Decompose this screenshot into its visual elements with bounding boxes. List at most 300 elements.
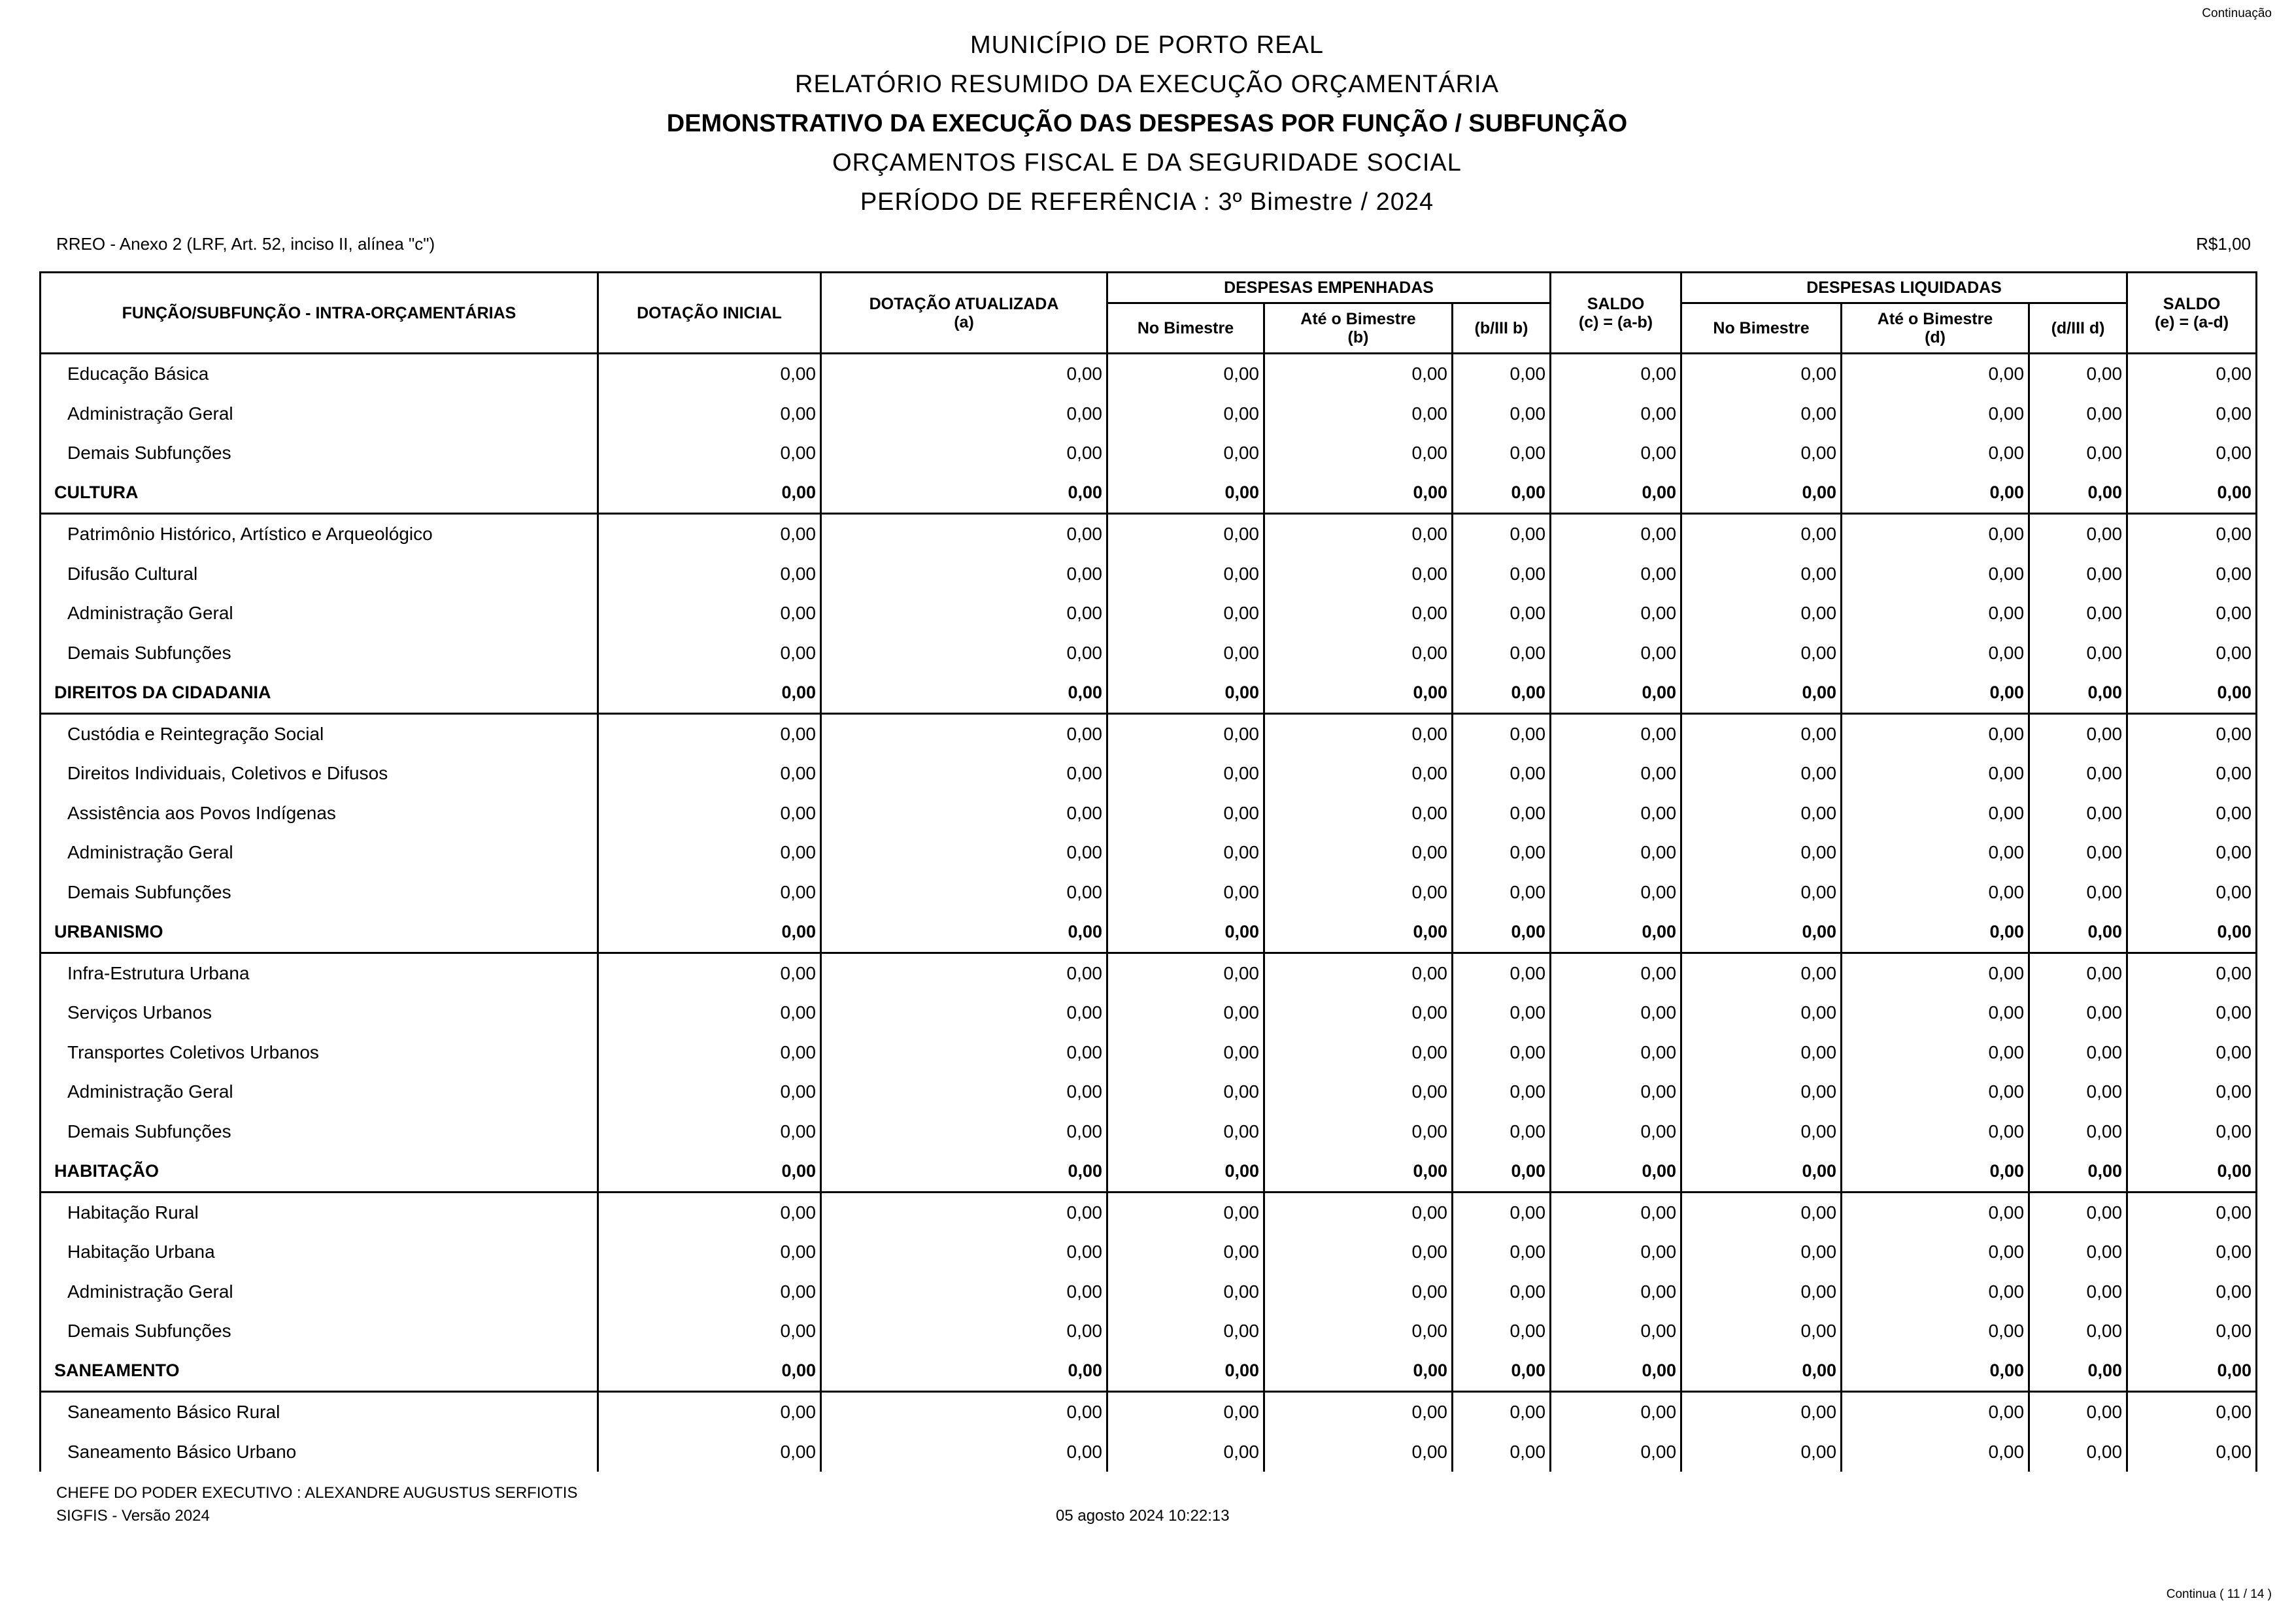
value-cell: 0,00: [2029, 514, 2127, 554]
reference-period: PERÍODO DE REFERÊNCIA : 3º Bimestre / 2024: [860, 188, 1434, 216]
value-cell: 0,00: [2029, 953, 2127, 993]
value-cell: 0,00: [598, 1432, 821, 1472]
value-cell: 0,00: [1681, 1392, 1842, 1432]
value-cell: 0,00: [598, 1151, 821, 1192]
value-cell: 0,00: [598, 1072, 821, 1112]
subfunction-row: [41, 713, 2257, 754]
value-cell: 0,00: [821, 794, 1107, 834]
value-cell: 0,00: [1107, 912, 1264, 953]
row-label: Administração Geral: [41, 833, 598, 873]
value-cell: 0,00: [1107, 594, 1264, 634]
row-label: Patrimônio Histórico, Artístico e Arqueológico: [41, 514, 598, 554]
value-cell: 0,00: [2127, 833, 2257, 873]
value-cell: 0,00: [1107, 394, 1264, 434]
row-label: Direitos Individuais, Coletivos e Difusos: [41, 754, 598, 794]
value-cell: 0,00: [598, 1192, 821, 1232]
value-cell: 0,00: [1551, 473, 1681, 514]
value-cell: 0,00: [1264, 394, 1453, 434]
value-cell: 0,00: [2029, 1033, 2127, 1073]
value-cell: 0,00: [1264, 433, 1453, 473]
value-cell: 0,00: [598, 1232, 821, 1272]
value-cell: 0,00: [1681, 754, 1842, 794]
value-cell: 0,00: [1681, 1351, 1842, 1392]
value-cell: 0,00: [2029, 1392, 2127, 1432]
value-cell: 0,00: [1681, 1033, 1842, 1073]
value-cell: 0,00: [821, 354, 1107, 394]
value-cell: 0,00: [1264, 794, 1453, 834]
row-label: URBANISMO: [41, 912, 598, 953]
value-cell: 0,00: [2029, 794, 2127, 834]
function-total-row: [41, 473, 2257, 514]
col-despesas-empenhadas: DESPESAS EMPENHADAS: [1107, 273, 1551, 303]
value-cell: 0,00: [1842, 473, 2029, 514]
value-cell: 0,00: [2127, 1432, 2257, 1472]
value-cell: 0,00: [1842, 754, 2029, 794]
value-cell: 0,00: [1842, 634, 2029, 673]
value-cell: 0,00: [1842, 1072, 2029, 1112]
value-cell: 0,00: [2127, 1072, 2257, 1112]
value-cell: 0,00: [2029, 993, 2127, 1033]
value-cell: 0,00: [1453, 873, 1551, 913]
value-cell: 0,00: [1551, 794, 1681, 834]
value-cell: 0,00: [2029, 673, 2127, 713]
value-cell: 0,00: [1453, 1392, 1551, 1432]
value-cell: 0,00: [1842, 554, 2029, 594]
value-cell: 0,00: [821, 833, 1107, 873]
value-cell: 0,00: [1681, 1272, 1842, 1312]
value-cell: 0,00: [1681, 1192, 1842, 1232]
value-cell: 0,00: [1681, 873, 1842, 913]
value-cell: 0,00: [1453, 394, 1551, 434]
value-cell: 0,00: [1264, 1392, 1453, 1432]
row-label: Transportes Coletivos Urbanos: [41, 1033, 598, 1073]
value-cell: 0,00: [1551, 1311, 1681, 1351]
value-cell: 0,00: [1842, 873, 2029, 913]
value-cell: 0,00: [1107, 1033, 1264, 1073]
value-cell: 0,00: [2127, 354, 2257, 394]
function-total-row: [41, 912, 2257, 953]
executive-chief: CHEFE DO PODER EXECUTIVO : ALEXANDRE AUGUSTUS SERFIOTIS: [56, 1484, 578, 1502]
value-cell: 0,00: [2127, 912, 2257, 953]
row-label: Educação Básica: [41, 354, 598, 394]
value-cell: 0,00: [821, 1392, 1107, 1432]
value-cell: 0,00: [1107, 873, 1264, 913]
subfunction-row: [41, 953, 2257, 993]
value-cell: 0,00: [1551, 953, 1681, 993]
value-cell: 0,00: [1453, 594, 1551, 634]
value-cell: 0,00: [1264, 713, 1453, 754]
value-cell: 0,00: [1842, 1232, 2029, 1272]
value-cell: 0,00: [2029, 1232, 2127, 1272]
subfunction-row: [41, 514, 2257, 554]
row-label: Saneamento Básico Urbano: [41, 1432, 598, 1472]
subfunction-row: [41, 394, 2257, 434]
value-cell: 0,00: [598, 514, 821, 554]
value-cell: 0,00: [1551, 394, 1681, 434]
value-cell: 0,00: [2029, 912, 2127, 953]
value-cell: 0,00: [1551, 1072, 1681, 1112]
subfunction-row: [41, 1112, 2257, 1152]
value-cell: 0,00: [598, 713, 821, 754]
value-cell: 0,00: [598, 1351, 821, 1392]
value-cell: 0,00: [2127, 1192, 2257, 1232]
municipality-title: MUNICÍPIO DE PORTO REAL: [970, 31, 1324, 59]
value-cell: 0,00: [1453, 1351, 1551, 1392]
value-cell: 0,00: [1453, 912, 1551, 953]
value-cell: 0,00: [2029, 833, 2127, 873]
value-cell: 0,00: [1453, 1272, 1551, 1312]
value-cell: 0,00: [1681, 1311, 1842, 1351]
value-cell: 0,00: [821, 713, 1107, 754]
value-cell: 0,00: [1107, 754, 1264, 794]
row-label: SANEAMENTO: [41, 1351, 598, 1392]
value-cell: 0,00: [2029, 1351, 2127, 1392]
value-cell: 0,00: [2127, 473, 2257, 514]
value-cell: 0,00: [1264, 634, 1453, 673]
value-cell: 0,00: [2029, 1112, 2127, 1152]
value-cell: 0,00: [598, 1033, 821, 1073]
function-total-row: [41, 1151, 2257, 1192]
value-cell: 0,00: [821, 394, 1107, 434]
value-cell: 0,00: [598, 433, 821, 473]
value-cell: 0,00: [1264, 1232, 1453, 1272]
annex-label: RREO - Anexo 2 (LRF, Art. 52, inciso II, alínea "c"): [56, 234, 435, 254]
value-cell: 0,00: [1842, 713, 2029, 754]
value-cell: 0,00: [1264, 1432, 1453, 1472]
subfunction-row: [41, 433, 2257, 473]
value-cell: 0,00: [2029, 1432, 2127, 1472]
row-label: Saneamento Básico Rural: [41, 1392, 598, 1432]
value-cell: 0,00: [598, 1112, 821, 1152]
value-cell: 0,00: [1107, 433, 1264, 473]
value-cell: 0,00: [1264, 1311, 1453, 1351]
function-total-row: [41, 1351, 2257, 1392]
value-cell: 0,00: [1551, 1151, 1681, 1192]
value-cell: 0,00: [821, 514, 1107, 554]
value-cell: 0,00: [1453, 713, 1551, 754]
value-cell: 0,00: [598, 794, 821, 834]
value-cell: 0,00: [1453, 433, 1551, 473]
value-cell: 0,00: [1681, 433, 1842, 473]
value-cell: 0,00: [1842, 833, 2029, 873]
col-liquidadas-ate-bimestre: Até o Bimestre (d): [1842, 303, 2029, 354]
value-cell: 0,00: [1681, 1432, 1842, 1472]
row-label: Administração Geral: [41, 1072, 598, 1112]
row-label: Difusão Cultural: [41, 554, 598, 594]
value-cell: 0,00: [2029, 634, 2127, 673]
value-cell: 0,00: [821, 1351, 1107, 1392]
value-cell: 0,00: [821, 1272, 1107, 1312]
value-cell: 0,00: [2127, 754, 2257, 794]
col-saldo-e: SALDO (e) = (a-d): [2127, 273, 2257, 354]
value-cell: 0,00: [1107, 554, 1264, 594]
value-cell: 0,00: [821, 912, 1107, 953]
value-cell: 0,00: [1107, 1272, 1264, 1312]
value-cell: 0,00: [1681, 673, 1842, 713]
subfunction-row: [41, 594, 2257, 634]
value-cell: 0,00: [1107, 1192, 1264, 1232]
value-cell: 0,00: [1264, 554, 1453, 594]
row-label: Serviços Urbanos: [41, 993, 598, 1033]
value-cell: 0,00: [1842, 354, 2029, 394]
value-cell: 0,00: [598, 993, 821, 1033]
value-cell: 0,00: [821, 673, 1107, 713]
value-cell: 0,00: [1551, 1033, 1681, 1073]
value-cell: 0,00: [598, 754, 821, 794]
value-cell: 0,00: [2029, 713, 2127, 754]
value-cell: 0,00: [2029, 754, 2127, 794]
value-cell: 0,00: [598, 1311, 821, 1351]
subfunction-row: [41, 794, 2257, 834]
expenses-table-body: [41, 354, 2257, 1472]
value-cell: 0,00: [1681, 1151, 1842, 1192]
value-cell: 0,00: [1264, 912, 1453, 953]
row-label: Demais Subfunções: [41, 634, 598, 673]
value-cell: 0,00: [1264, 953, 1453, 993]
value-cell: 0,00: [1681, 394, 1842, 434]
value-cell: 0,00: [1842, 953, 2029, 993]
value-cell: 0,00: [2127, 1232, 2257, 1272]
value-cell: 0,00: [1681, 1072, 1842, 1112]
value-cell: 0,00: [1107, 354, 1264, 394]
value-cell: 0,00: [1453, 794, 1551, 834]
subfunction-row: [41, 833, 2257, 873]
value-cell: 0,00: [1551, 1351, 1681, 1392]
value-cell: 0,00: [1551, 1192, 1681, 1232]
value-cell: 0,00: [821, 873, 1107, 913]
value-cell: 0,00: [1107, 514, 1264, 554]
value-cell: 0,00: [1107, 1432, 1264, 1472]
value-cell: 0,00: [1681, 993, 1842, 1033]
value-cell: 0,00: [1264, 1112, 1453, 1152]
value-cell: 0,00: [1842, 794, 2029, 834]
value-cell: 0,00: [1842, 912, 2029, 953]
value-cell: 0,00: [821, 473, 1107, 514]
value-cell: 0,00: [821, 754, 1107, 794]
value-cell: 0,00: [2029, 1311, 2127, 1351]
value-cell: 0,00: [1264, 1272, 1453, 1312]
value-cell: 0,00: [1453, 993, 1551, 1033]
value-cell: 0,00: [1264, 1033, 1453, 1073]
value-cell: 0,00: [1264, 1072, 1453, 1112]
value-cell: 0,00: [2029, 433, 2127, 473]
value-cell: 0,00: [1551, 1392, 1681, 1432]
value-cell: 0,00: [598, 473, 821, 514]
value-cell: 0,00: [1264, 673, 1453, 713]
value-cell: 0,00: [1842, 1033, 2029, 1073]
value-cell: 0,00: [1264, 1351, 1453, 1392]
value-cell: 0,00: [2029, 1192, 2127, 1232]
col-b-iii-b: (b/III b): [1453, 303, 1551, 354]
row-label: Demais Subfunções: [41, 873, 598, 913]
value-cell: 0,00: [598, 833, 821, 873]
subfunction-row: [41, 754, 2257, 794]
value-cell: 0,00: [1264, 754, 1453, 794]
subfunction-row: [41, 1232, 2257, 1272]
value-cell: 0,00: [1842, 1272, 2029, 1312]
value-cell: 0,00: [1453, 1192, 1551, 1232]
value-cell: 0,00: [1551, 1112, 1681, 1152]
value-cell: 0,00: [1551, 713, 1681, 754]
value-cell: 0,00: [1453, 833, 1551, 873]
value-cell: 0,00: [1842, 594, 2029, 634]
value-cell: 0,00: [2029, 1072, 2127, 1112]
value-cell: 0,00: [2029, 1151, 2127, 1192]
currency-label: R$1,00: [2196, 234, 2251, 254]
value-cell: 0,00: [1842, 673, 2029, 713]
value-cell: 0,00: [1107, 1072, 1264, 1112]
value-cell: 0,00: [821, 1311, 1107, 1351]
value-cell: 0,00: [598, 554, 821, 594]
value-cell: 0,00: [821, 1072, 1107, 1112]
subfunction-row: [41, 1072, 2257, 1112]
subfunction-row: [41, 1432, 2257, 1472]
row-label: Demais Subfunções: [41, 433, 598, 473]
subfunction-row: [41, 634, 2257, 673]
row-label: Administração Geral: [41, 594, 598, 634]
value-cell: 0,00: [821, 594, 1107, 634]
value-cell: 0,00: [1453, 754, 1551, 794]
value-cell: 0,00: [2127, 1392, 2257, 1432]
value-cell: 0,00: [821, 1432, 1107, 1472]
value-cell: 0,00: [2127, 1033, 2257, 1073]
subfunction-row: [41, 993, 2257, 1033]
value-cell: 0,00: [2127, 873, 2257, 913]
value-cell: 0,00: [598, 394, 821, 434]
value-cell: 0,00: [1681, 514, 1842, 554]
value-cell: 0,00: [1681, 1112, 1842, 1152]
col-despesas-liquidadas: DESPESAS LIQUIDADAS: [1681, 273, 2127, 303]
value-cell: 0,00: [2127, 953, 2257, 993]
value-cell: 0,00: [2029, 394, 2127, 434]
value-cell: 0,00: [598, 354, 821, 394]
value-cell: 0,00: [2127, 1272, 2257, 1312]
value-cell: 0,00: [1453, 953, 1551, 993]
value-cell: 0,00: [598, 634, 821, 673]
value-cell: 0,00: [821, 433, 1107, 473]
value-cell: 0,00: [1551, 1272, 1681, 1312]
value-cell: 0,00: [2127, 673, 2257, 713]
col-dotacao-inicial: DOTAÇÃO INICIAL: [598, 273, 821, 354]
value-cell: 0,00: [1107, 1232, 1264, 1272]
value-cell: 0,00: [2127, 634, 2257, 673]
value-cell: 0,00: [821, 1192, 1107, 1232]
system-version: SIGFIS - Versão 2024: [56, 1507, 210, 1525]
continuation-top-label: Continuação: [2202, 7, 2272, 20]
value-cell: 0,00: [1551, 754, 1681, 794]
col-funcao: FUNÇÃO/SUBFUNÇÃO - INTRA-ORÇAMENTÁRIAS: [41, 273, 598, 354]
value-cell: 0,00: [1551, 1432, 1681, 1472]
value-cell: 0,00: [1681, 713, 1842, 754]
value-cell: 0,00: [1551, 354, 1681, 394]
value-cell: 0,00: [1107, 713, 1264, 754]
value-cell: 0,00: [821, 634, 1107, 673]
col-empenhadas-ate-bimestre: Até o Bimestre (b): [1264, 303, 1453, 354]
value-cell: 0,00: [1681, 833, 1842, 873]
value-cell: 0,00: [1551, 433, 1681, 473]
value-cell: 0,00: [1842, 514, 2029, 554]
value-cell: 0,00: [1453, 354, 1551, 394]
row-label: Demais Subfunções: [41, 1311, 598, 1351]
value-cell: 0,00: [2029, 594, 2127, 634]
value-cell: 0,00: [1453, 1151, 1551, 1192]
row-label: Custódia e Reintegração Social: [41, 713, 598, 754]
value-cell: 0,00: [2127, 713, 2257, 754]
value-cell: 0,00: [1551, 833, 1681, 873]
value-cell: 0,00: [1551, 634, 1681, 673]
value-cell: 0,00: [1107, 1351, 1264, 1392]
row-label: Assistência aos Povos Indígenas: [41, 794, 598, 834]
value-cell: 0,00: [1453, 634, 1551, 673]
value-cell: 0,00: [2127, 594, 2257, 634]
value-cell: 0,00: [1681, 634, 1842, 673]
value-cell: 0,00: [1264, 594, 1453, 634]
value-cell: 0,00: [1107, 833, 1264, 873]
value-cell: 0,00: [1453, 554, 1551, 594]
value-cell: 0,00: [1842, 1112, 2029, 1152]
value-cell: 0,00: [1107, 673, 1264, 713]
value-cell: 0,00: [1453, 473, 1551, 514]
generated-timestamp: 05 agosto 2024 10:22:13: [1056, 1507, 1230, 1525]
value-cell: 0,00: [1453, 1311, 1551, 1351]
value-cell: 0,00: [1551, 873, 1681, 913]
subfunction-row: [41, 1033, 2257, 1073]
col-d-iii-d: (d/III d): [2029, 303, 2127, 354]
value-cell: 0,00: [598, 1392, 821, 1432]
value-cell: 0,00: [1264, 473, 1453, 514]
report-title: RELATÓRIO RESUMIDO DA EXECUÇÃO ORÇAMENTÁRIA: [795, 71, 1499, 98]
subfunction-row: [41, 1392, 2257, 1432]
value-cell: 0,00: [1107, 1151, 1264, 1192]
value-cell: 0,00: [821, 1151, 1107, 1192]
value-cell: 0,00: [598, 673, 821, 713]
value-cell: 0,00: [2127, 554, 2257, 594]
value-cell: 0,00: [1107, 1311, 1264, 1351]
value-cell: 0,00: [1107, 1392, 1264, 1432]
value-cell: 0,00: [1842, 1432, 2029, 1472]
value-cell: 0,00: [1453, 673, 1551, 713]
value-cell: 0,00: [2029, 1272, 2127, 1312]
value-cell: 0,00: [1681, 554, 1842, 594]
col-empenhadas-no-bimestre: No Bimestre: [1107, 303, 1264, 354]
value-cell: 0,00: [2127, 1112, 2257, 1152]
row-label: Administração Geral: [41, 394, 598, 434]
value-cell: 0,00: [2029, 554, 2127, 594]
value-cell: 0,00: [1264, 514, 1453, 554]
value-cell: 0,00: [598, 953, 821, 993]
value-cell: 0,00: [821, 554, 1107, 594]
row-label: Demais Subfunções: [41, 1112, 598, 1152]
value-cell: 0,00: [1551, 1232, 1681, 1272]
value-cell: 0,00: [1681, 794, 1842, 834]
value-cell: 0,00: [1453, 1112, 1551, 1152]
value-cell: 0,00: [1681, 354, 1842, 394]
value-cell: 0,00: [598, 594, 821, 634]
value-cell: 0,00: [1551, 912, 1681, 953]
value-cell: 0,00: [2029, 354, 2127, 394]
value-cell: 0,00: [2029, 873, 2127, 913]
value-cell: 0,00: [598, 912, 821, 953]
value-cell: 0,00: [821, 953, 1107, 993]
budget-title: ORÇAMENTOS FISCAL E DA SEGURIDADE SOCIAL: [832, 149, 1462, 177]
row-label: Habitação Rural: [41, 1192, 598, 1232]
value-cell: 0,00: [1107, 993, 1264, 1033]
row-label: DIREITOS DA CIDADANIA: [41, 673, 598, 713]
subfunction-row: [41, 1192, 2257, 1232]
value-cell: 0,00: [1264, 1192, 1453, 1232]
subfunction-row: [41, 354, 2257, 394]
value-cell: 0,00: [1453, 1033, 1551, 1073]
